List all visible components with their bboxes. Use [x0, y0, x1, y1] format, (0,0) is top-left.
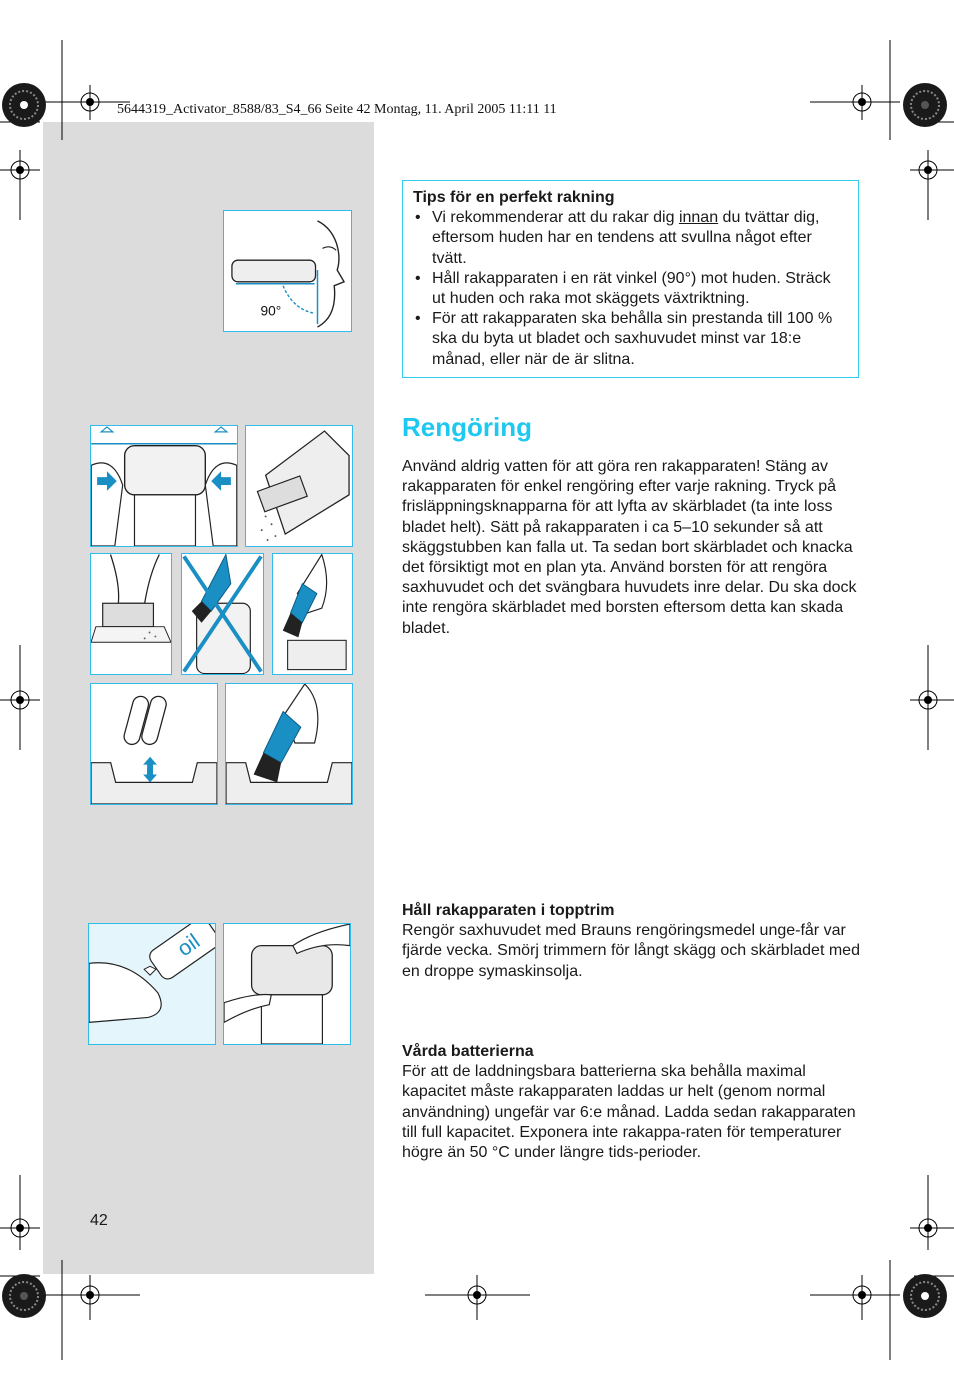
list-item: • För att rakapparaten ska behålla sin prestanda till 100 % ska du byta ut bladet och saxhuvudet minst var 18:e månad, eller när de är slitna.: [413, 309, 848, 370]
topptrim-section: [402, 901, 864, 982]
figure-shaving-angle: [223, 210, 352, 332]
list-item: • Vi rekommenderar att du rakar dig innan du tvättar dig, eftersom huden har en tendens att svullna något efter tvätt.: [413, 208, 848, 269]
tips-title: Tips för en perfekt rakning: [413, 189, 615, 206]
topptrim-text: Rengör saxhuvudet med Brauns rengöringsmedel unge-får var fjärde vecka. Smörj trimmern för långt skägg och skärbladet med en droppe symaskinsolja.: [402, 922, 860, 980]
batteries-text: För att de laddningsbara batterierna ska behålla maximal kapacitet måste rakapparaten laddas ur helt (genom normal användning) ungefär var 6:e månad. Ladda sedan rakapparaten till full kapacitet. Exponera inte rakappa-raten för temperaturer högre än 50 °C under längre tids-perioder.: [402, 1063, 856, 1162]
page-number: 42: [90, 1212, 108, 1229]
tips-list: [413, 208, 848, 370]
figure-do-not-brush-foil: [181, 553, 264, 675]
figure-stubble-falling: [245, 425, 353, 547]
batteries-title: Vårda batterierna: [402, 1043, 534, 1060]
figure-oil-foil: [223, 923, 351, 1045]
angle-label: 90°: [260, 303, 282, 319]
list-item: • Håll rakapparaten i en rät vinkel (90°) mot huden. Sträck ut huden och raka mot skäggets växtriktning.: [413, 269, 848, 309]
underlined-word: innan: [678, 209, 719, 227]
figure-release-buttons: [90, 425, 238, 547]
figure-oil-drop: [88, 923, 216, 1045]
figure-brush-cutter-block: [272, 553, 353, 675]
figure-brush-shaver-head: [225, 683, 353, 805]
topptrim-title: Håll rakapparaten i topptrim: [402, 902, 615, 919]
file-header-line: 5644319_Activator_8588/83_S4_66 Seite 42 Montag, 11. April 2005 11:11 11: [117, 102, 557, 117]
section-title-cleaning: Rengöring: [402, 412, 532, 442]
figure-remove-cutter-block: [90, 683, 218, 805]
batteries-section: [402, 1042, 864, 1163]
figure-tap-foil: [90, 553, 172, 675]
cleaning-text: Använd aldrig vatten för att göra ren rakapparaten! Stäng av rakapparaten för enkel rengöring efter varje rakning. Tryck på frisläppningsknapparna för att lyfta av skärbladet (ta inte loss bladet helt). Sätt på rakapparaten i ca 5–10 sekunder så att skäggstubben kan falla ut. Ta sedan bort skärbladet och knacka det försiktigt mot en plan yta. Använd borsten för att rengöra saxhuvudet och det svängbara huvudets inre delar. Du ska dock inte rengöra skärbladet med borsten eftersom detta kan skada bladet.: [402, 458, 857, 637]
oil-label: oil: [172, 928, 205, 962]
tips-box: [402, 180, 859, 378]
